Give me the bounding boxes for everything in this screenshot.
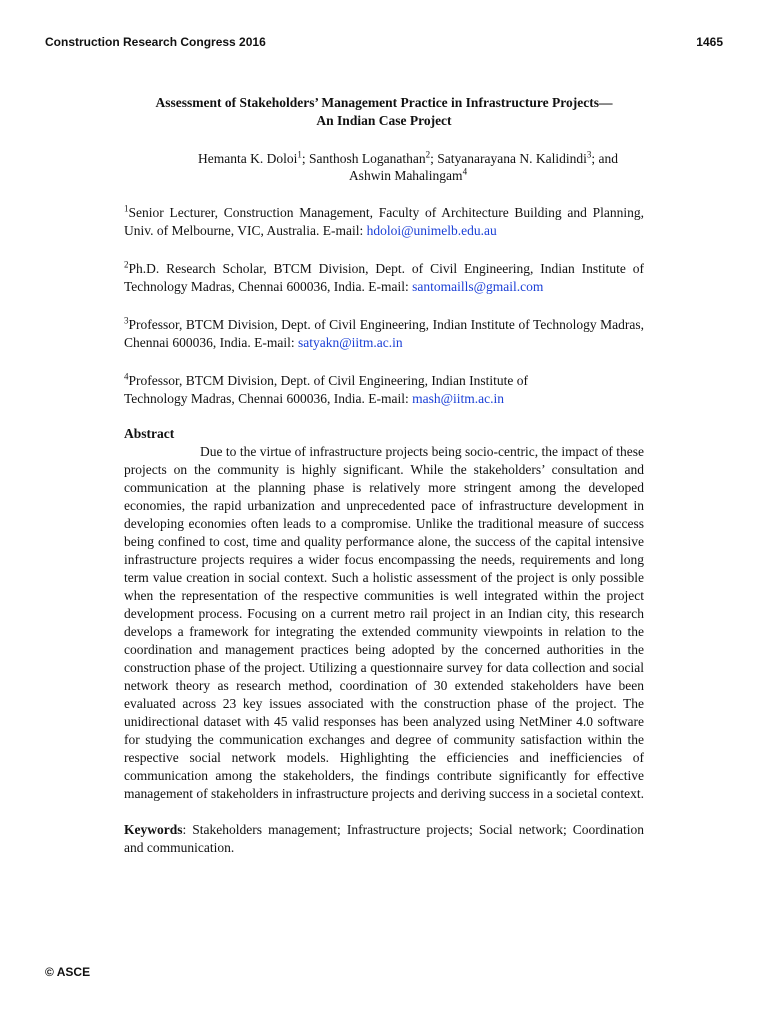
title-line-2: An Indian Case Project bbox=[316, 113, 452, 128]
author-name: Hemanta K. Doloi bbox=[198, 151, 298, 166]
paper-title bbox=[124, 94, 644, 130]
author-line-1 bbox=[172, 150, 644, 167]
affiliation-sup: 2 bbox=[124, 259, 129, 270]
author-sup: 1 bbox=[297, 149, 302, 160]
author-line-2 bbox=[172, 167, 644, 184]
affiliation-1 bbox=[124, 204, 644, 240]
author-list bbox=[172, 150, 644, 184]
abstract-heading: Abstract bbox=[124, 426, 175, 441]
email-link[interactable]: santomaills@gmail.com bbox=[412, 279, 544, 294]
email-link[interactable]: mash@iitm.ac.in bbox=[412, 391, 505, 406]
abstract-text: Due to the virtue of infrastructure projects being socio-centric, the impact of these projects on the community is highly significant. While the stakeholders’ consultation and communication at the planning phase is relatively more stringent among the developed economies, the rapid urbanization and unprecedented pace of infrastructure development in developing economies often leads to a compromise. Unlike the traditional measure of success being confined to cost, time and quality performance alone, the success of the capital intensive infrastructure projects requires a wider focus encompassing the needs, requirements and long term value creation in social context. Such a holistic assessment of the project is only possible when the representation of the respective communities is well integrated within the project development process. Focusing on a current metro rail project in an Indian city, this research develops a framework for integrating the extended community viewpoints in relation to the coordination and management practices being adopted by the concerned authorities in the construction phase of the project. Utilizing a questionnaire survey for data collection and social network theory as research method, coordination of 30 extended stakeholders have been evaluated across 23 key issues associated with the construction phase of the project. The unidirectional dataset with 45 valid responses has been analyzed using NetMiner 4.0 software for studying the communication exchanges and degree of community satisfaction within the respective social network models. Highlighting the efficiencies and inefficiencies of communication among the stakeholders, the findings contribute significantly for effective management of stakeholders in infrastructure projects and deriving success in a societal context. bbox=[124, 444, 644, 801]
title-line-1: Assessment of Stakeholders’ Management Practice in Infrastructure Projects— bbox=[155, 95, 613, 110]
paper-body bbox=[124, 94, 644, 857]
author-name: Santhosh Loganathan bbox=[309, 151, 426, 166]
author-name: Satyanarayana N. Kalidindi bbox=[437, 151, 587, 166]
keywords-label: Keywords bbox=[124, 822, 183, 837]
affiliation-text: Professor, BTCM Division, Dept. of Civil Engineering, Indian Institute of Technology Madras, Chennai 600036, India. E-mail: bbox=[124, 317, 644, 350]
keywords-text: : Stakeholders management; Infrastructure projects; Social network; Coordination and communication. bbox=[124, 822, 644, 855]
affiliation-text: Ph.D. Research Scholar, BTCM Division, Dept. of Civil Engineering, Indian Institute of Technology Madras, Chennai 600036, India. E-mail: bbox=[124, 261, 644, 294]
affiliation-3 bbox=[124, 316, 644, 352]
affiliation-4 bbox=[124, 372, 579, 408]
affiliation-2 bbox=[124, 260, 644, 296]
author-sep: ; and bbox=[591, 151, 618, 166]
copyright-footer: © ASCE bbox=[45, 965, 91, 979]
author-sup: 4 bbox=[462, 166, 468, 177]
author-sep: ; bbox=[301, 151, 310, 166]
keywords bbox=[124, 821, 644, 857]
conference-name: Construction Research Congress 2016 bbox=[45, 35, 266, 49]
running-header bbox=[45, 35, 723, 51]
email-link[interactable]: hdoloi@unimelb.edu.au bbox=[366, 223, 497, 238]
author-sep: ; bbox=[430, 151, 438, 166]
affiliation-sup: 1 bbox=[124, 203, 129, 214]
author-sup: 3 bbox=[586, 149, 592, 160]
author-name: Ashwin Mahalingam bbox=[348, 168, 463, 183]
affiliation-text: Professor, BTCM Division, Dept. of Civil Engineering, Indian Institute of Technology Madras, Chennai 600036, India. E-mail: bbox=[124, 373, 529, 406]
affiliation-sup: 3 bbox=[124, 315, 129, 326]
page-number: 1465 bbox=[696, 35, 723, 49]
affiliation-sup: 4 bbox=[124, 371, 129, 382]
author-sup: 2 bbox=[425, 149, 431, 160]
email-link[interactable]: satyakn@iitm.ac.in bbox=[297, 335, 403, 350]
affiliation-text: Senior Lecturer, Construction Management, Faculty of Architecture Building and Planning, Univ. of Melbourne, VIC, Australia. E-mail: bbox=[124, 205, 644, 238]
